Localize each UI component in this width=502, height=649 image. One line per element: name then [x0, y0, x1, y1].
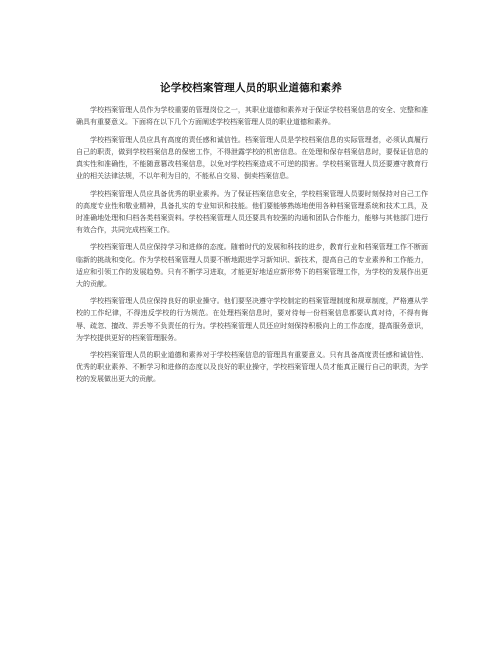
document-title: 论学校档案管理人员的职业道德和素养 — [160, 82, 342, 94]
paragraph-2: 学校档案管理人员应具有高度的责任感和诚信性。档案管理人员是学校档案信息的实际管理者，必须认真履行自己的职责，做到学校档案信息的保密工作，不得泄露学校的机密信息。在处理和保存档案信息时，要保证信息的真实性和准确性，不能随意篡改档案信息，以免对学校档案造成不可逆的损害。学校档案管理人员还要遵守教育行业的相关法律法规，不以年利为目的，不能私自交易、倒卖档案信息。 — [76, 135, 428, 180]
paragraph-3: 学校档案管理人员应具备优秀的职业素养。为了保证档案信息安全，学校档案管理人员要时刻保持对自己工作的高度专业性和敬业精神，具备扎实的专业知识和技能。他们要能够熟练地使用各种档案管理系统和技术工具，及时准确地处理和归档各类档案资料。学校档案管理人员还要具有较强的沟通和团队合作能力，能够与其他部门进行有效合作，共同完成档案工作。 — [76, 189, 428, 234]
paragraph-6: 学校档案管理人员的职业道德和素养对于学校档案信息的管理具有重要意义。只有具备高度责任感和诚信性、优秀的职业素养、不断学习和进修的态度以及良好的职业操守，学校档案管理人员才能真正履行自己的职责，为学校的发展做出更大的贡献。 — [76, 351, 428, 384]
paragraph-5: 学校档案管理人员应保持良好的职业操守。他们要坚决遵守学校制定的档案管理制度和规章制度，严格遵从学校的工作纪律，不得违反学校的行为规范。在处理档案信息时，要对待每一份档案信息都要认真对待，不得有侮辱、疏忽、擅改、弄丢等不负责任的行为。学校档案管理人员还应时刻保持积极向上的工作态度，提高服务意识，为学校提供更好的档案管理服务。 — [76, 297, 428, 342]
document-body — [76, 104, 428, 391]
paragraph-1: 学校档案管理人员作为学校重要的管理岗位之一，其职业道德和素养对于保证学校档案信息的安全、完整和准确具有重要意义。下面将在以下几个方面阐述学校档案管理人员的职业道德和素养。 — [76, 106, 428, 127]
paragraph-4: 学校档案管理人员应保持学习和进修的态度。随着时代的发展和科技的进步，教育行业和档案管理工作不断面临新的挑战和变化。作为学校档案管理人员要不断地跟进学习新知识、新技术，提高自己的专业素养和工作能力，适应和引领工作的发展趋势。只有不断学习进取，才能更好地适应新形势下的档案管理工作，为学校的发展作出更大的贡献。 — [76, 243, 428, 288]
